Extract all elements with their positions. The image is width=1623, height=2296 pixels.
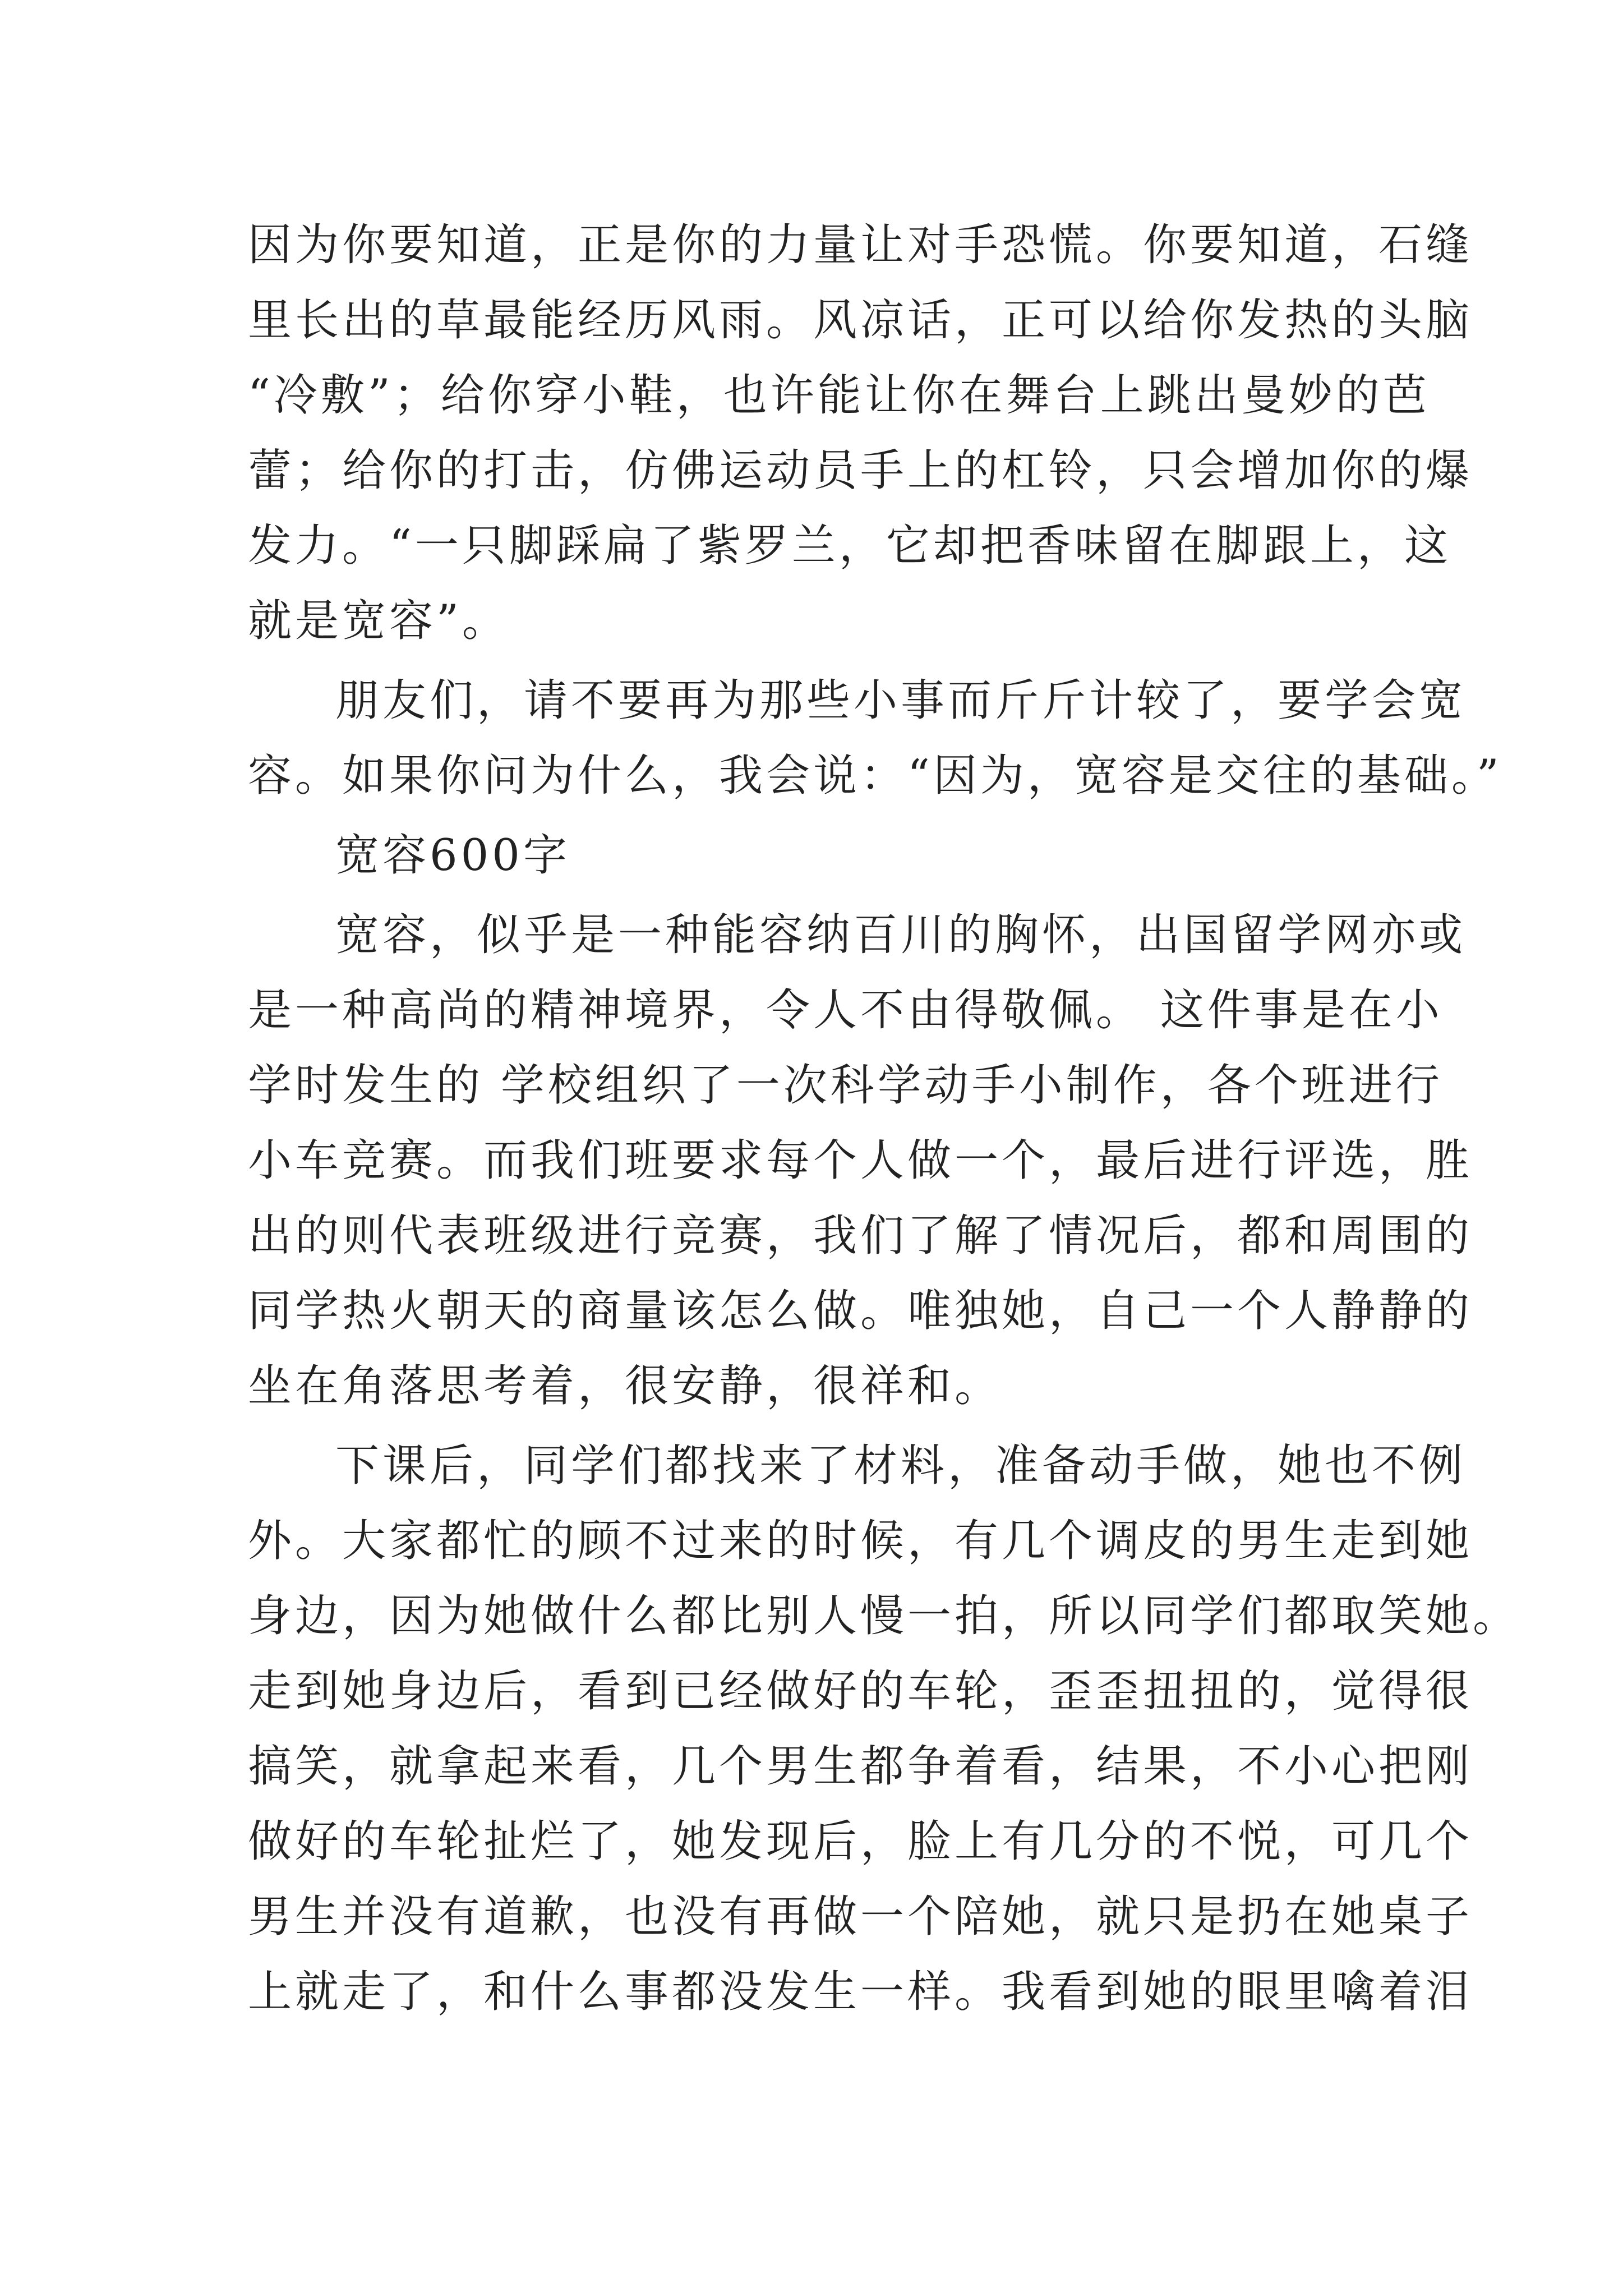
text-line: 上就走了，和什么事都没发生一样。我看到她的眼里噙着泪 xyxy=(248,1967,1473,2017)
text-line: 外。大家都忙的顾不过来的时候，有几个调皮的男生走到她 xyxy=(248,1516,1473,1566)
text-line: “冷敷”；给你穿小鞋，也许能让你在舞台上跳出曼妙的芭 xyxy=(248,370,1430,421)
text-line: 宽容，似乎是一种能容纳百川的胸怀，出国留学网亦或 xyxy=(335,910,1467,960)
text-line: 下课后，同学们都找来了材料，准备动手做，她也不例 xyxy=(335,1441,1467,1491)
text-line: 男生并没有道歉，也没有再做一个陪她，就只是扔在她桌子 xyxy=(248,1892,1473,1942)
text-line: 就是宽容”。 xyxy=(248,596,509,646)
text-line: 同学热火朝天的商量该怎么做。唯独她，自己一个人静静的 xyxy=(248,1286,1473,1336)
text-line: 学时发生的 学校组织了一次科学动手小制作，各个班进行 xyxy=(248,1060,1443,1111)
text-line: 里长出的草最能经历风雨。风凉话，正可以给你发热的头脑 xyxy=(248,295,1473,346)
text-line: 因为你要知道，正是你的力量让对手恐慌。你要知道，石缝 xyxy=(248,220,1473,270)
text-line: 蕾；给你的打击，仿佛运动员手上的杠铃，只会增加你的爆 xyxy=(248,445,1473,496)
text-line: 走到她身边后，看到已经做好的车轮，歪歪扭扭的，觉得很 xyxy=(248,1666,1473,1717)
section-title: 宽容600字 xyxy=(335,830,570,881)
text-line: 小车竞赛。而我们班要求每个人做一个，最后进行评选，胜 xyxy=(248,1135,1473,1186)
text-line: 朋友们，请不要再为那些小事而斤斤计较了，要学会宽 xyxy=(335,675,1467,726)
document-body xyxy=(248,208,1520,2030)
text-line: 做好的车轮扯烂了，她发现后，脸上有几分的不悦，可几个 xyxy=(248,1816,1473,1867)
text-line: 发力。“一只脚踩扁了紫罗兰，它却把香味留在脚跟上，这 xyxy=(248,521,1451,571)
text-line: 出的则代表班级进行竞赛，我们了解了情况后，都和周围的 xyxy=(248,1211,1473,1261)
text-line: 搞笑，就拿起来看，几个男生都争着看，结果，不小心把刚 xyxy=(248,1741,1473,1792)
text-line: 身边，因为她做什么都比别人慢一拍，所以同学们都取笑她。 xyxy=(248,1591,1520,1641)
text-line: 是一种高尚的精神境界，令人不由得敬佩。 这件事是在小 xyxy=(248,985,1443,1036)
text-line: 坐在角落思考着，很安静，很祥和。 xyxy=(248,1361,1002,1411)
text-line: 容。如果你问为什么，我会说：“因为，宽容是交往的基础。” xyxy=(248,751,1502,801)
